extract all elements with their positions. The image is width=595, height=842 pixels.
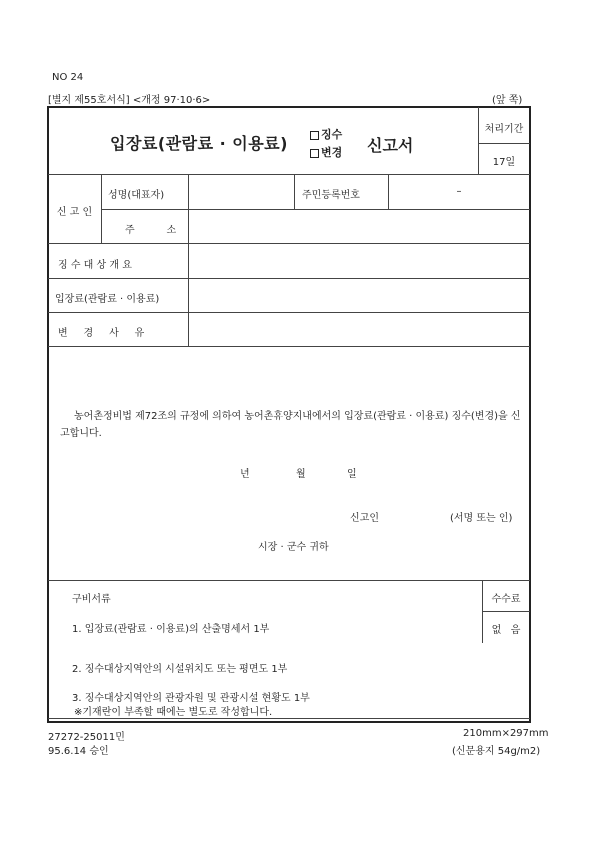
fee-field[interactable] bbox=[189, 279, 529, 311]
form-code: 27272-25011민 bbox=[48, 732, 125, 743]
address-label: 주 소 bbox=[125, 225, 177, 236]
docs-item-2: 2. 징수대상지역안의 시설위치도 또는 평면도 1부 bbox=[72, 664, 288, 675]
checkbox-icon bbox=[310, 131, 319, 140]
reporter-label: 신고인 bbox=[350, 513, 379, 524]
applicant-group-label: 신 고 인 bbox=[56, 207, 93, 218]
reason-field[interactable] bbox=[189, 313, 529, 345]
address-field[interactable] bbox=[189, 210, 529, 242]
form-reference: [별지 제55호서식] <개정 97·10·6> bbox=[48, 95, 211, 106]
option-change[interactable]: 변경 bbox=[310, 144, 342, 160]
form-title: 입장료(관람료 · 이용료) bbox=[110, 134, 288, 153]
target-field[interactable] bbox=[189, 244, 529, 277]
form-title-suffix: 신고서 bbox=[367, 136, 414, 155]
name-label: 성명(대표자) bbox=[108, 190, 165, 201]
docs-item-1: 1. 입장료(관람료 · 이용료)의 산출명세서 1부 bbox=[72, 624, 270, 635]
option-collect[interactable]: 징수 bbox=[310, 126, 342, 142]
registration-field[interactable] bbox=[389, 175, 529, 208]
processing-label: 처리기간 bbox=[484, 124, 524, 135]
name-field[interactable] bbox=[189, 175, 293, 208]
registration-dash: – bbox=[456, 186, 462, 197]
registration-label: 주민등록번호 bbox=[302, 190, 360, 201]
form-number: NO 24 bbox=[52, 72, 84, 83]
reason-label: 변 경 사 유 bbox=[58, 328, 145, 339]
fee-box-value: 없 음 bbox=[491, 625, 521, 636]
addressee: 시장 · 군수 귀하 bbox=[258, 542, 329, 553]
processing-value: 17일 bbox=[492, 157, 516, 168]
signature-label: (서명 또는 인) bbox=[450, 513, 513, 524]
target-label: 징 수 대 상 개 요 bbox=[58, 260, 132, 271]
date-day: 일 bbox=[347, 469, 357, 480]
fee-box-label: 수수료 bbox=[491, 594, 521, 605]
date-month: 월 bbox=[296, 469, 306, 480]
docs-item-3: 3. 징수대상지역안의 관광자원 및 관광시설 현황도 1부 bbox=[72, 693, 310, 704]
checkbox-icon bbox=[310, 149, 319, 158]
docs-heading: 구비서류 bbox=[72, 594, 111, 605]
date-year: 년 bbox=[240, 469, 250, 480]
fee-label: 입장료(관람료 · 이용료) bbox=[55, 294, 160, 305]
approval-date: 95.6.14 승인 bbox=[48, 746, 109, 757]
page-side: (앞 쪽) bbox=[492, 95, 523, 106]
paper-type: (신문용지 54g/m2) bbox=[452, 746, 541, 757]
docs-note: ※기재란이 부족할 때에는 별도로 작성합니다. bbox=[74, 707, 273, 718]
paper-size: 210mm×297mm bbox=[463, 728, 549, 739]
statement-text: 농어촌정비법 제72조의 규정에 의하여 농어촌휴양지내에서의 입장료(관람료 · 이용료) 징수(변경)을 신고합니다. bbox=[60, 411, 521, 439]
